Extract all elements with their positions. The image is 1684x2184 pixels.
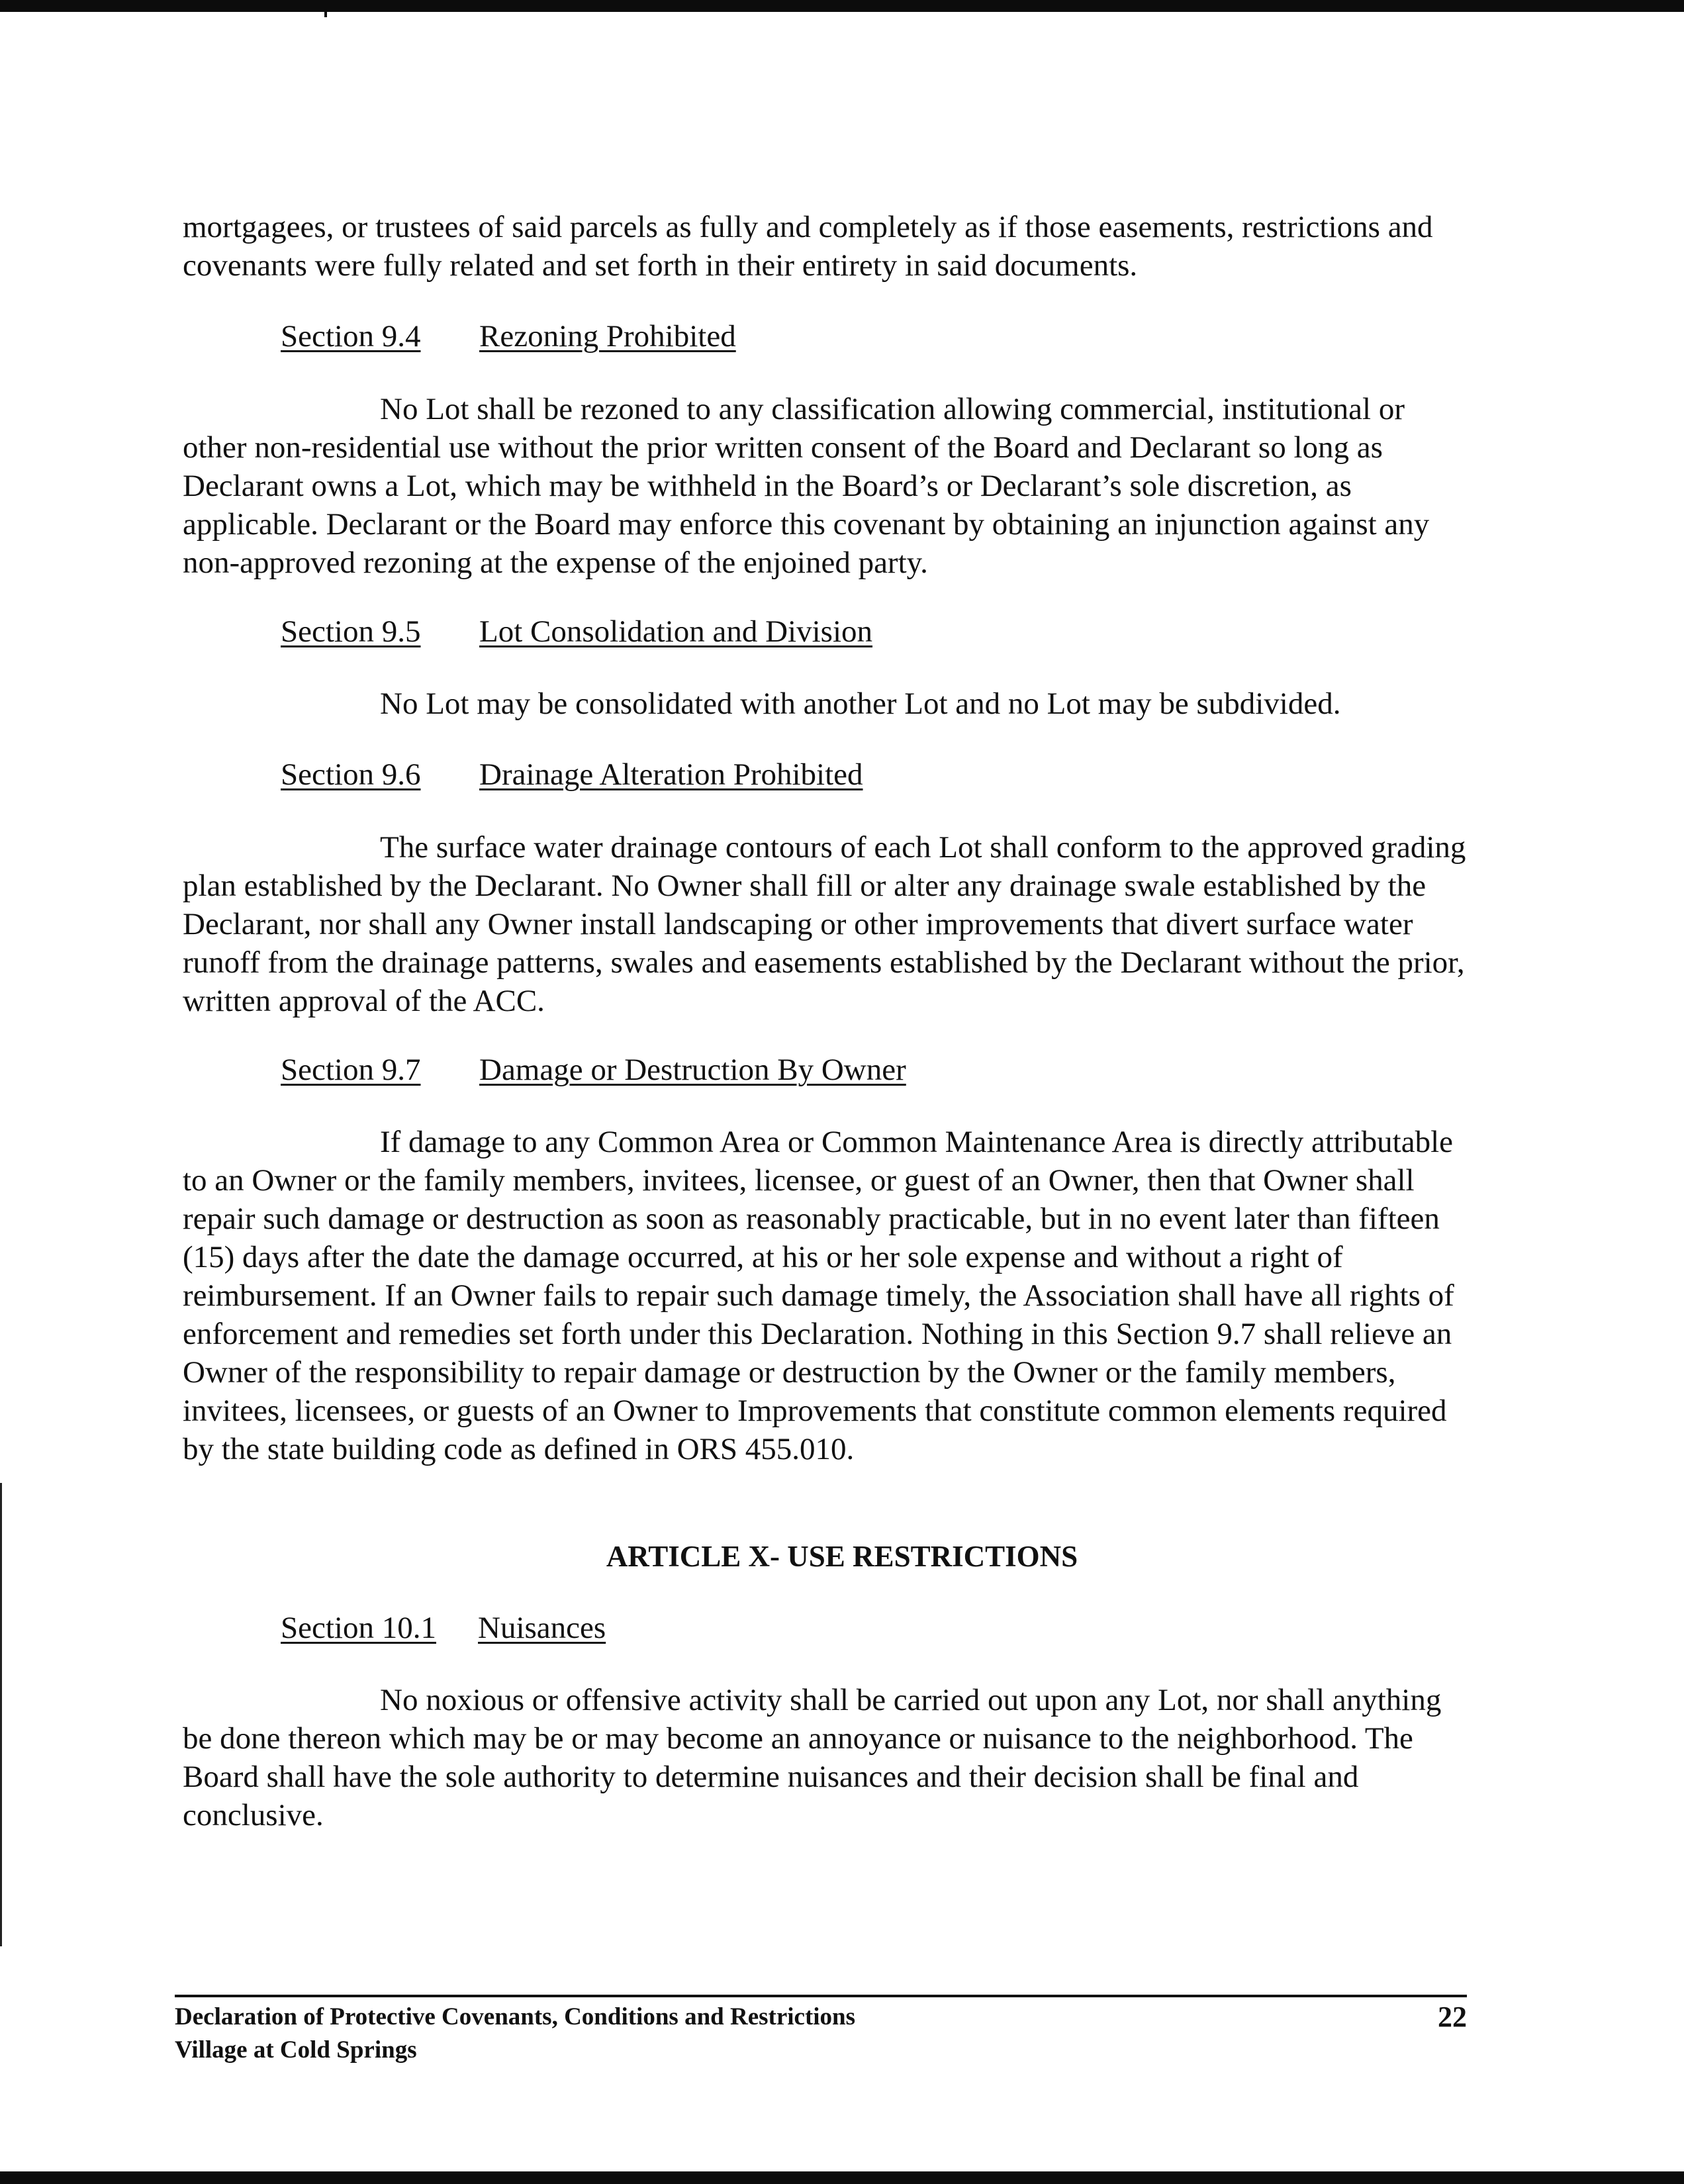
section-number: Section 9.5 [281,614,421,649]
footer-project-name: Village at Cold Springs [175,2036,417,2064]
section-number: Section 10.1 [281,1611,436,1645]
article-heading: ARTICLE X- USE RESTRICTIONS [606,1540,1078,1573]
section-title: Rezoning Prohibited [479,319,736,354]
section-title: Nuisances [478,1611,606,1645]
section-9-5-body [183,685,1474,723]
page-number: 22 [1438,2001,1467,2033]
scan-border-top [0,0,1684,12]
section-title: Drainage Alteration Prohibited [479,757,863,792]
section-9-4-heading [281,317,736,356]
section-9-6-body [183,828,1474,1020]
section-number: Section 9.4 [281,319,421,354]
intro-paragraph [183,208,1474,285]
footer-document-title: Declaration of Protective Covenants, Conditions and Restrictions [175,2003,856,2030]
scan-mark [324,0,327,17]
section-number: Section 9.7 [281,1053,421,1087]
section-9-7-heading [281,1051,906,1089]
section-title: Lot Consolidation and Division [479,614,873,649]
section-title: Damage or Destruction By Owner [479,1053,906,1087]
footer-rule [175,1995,1467,1997]
section-9-6-heading [281,755,863,794]
section-9-7-body [183,1123,1474,1468]
section-9-5-heading [281,612,873,651]
intro-text: mortgagees, or trustees of said parcels as fully and completely as if those easements, restrictions and covenants were fully related and set forth in their entirety in said documents. [183,210,1433,283]
section-text: No Lot may be consolidated with another Lot and no Lot may be subdivided. [380,687,1341,721]
section-text: The surface water drainage contours of each Lot shall conform to the approved grading plan established by the Declarant. No Owner shall fill or alter any drainage swale established by the Declarant, nor shall any Owner install landscaping or other improvements that divert surface water runoff from the drainage patterns, swales and easements established by the Declarant without the prior, written approval of the ACC. [183,830,1466,1018]
section-text: No Lot shall be rezoned to any classification allowing commercial, institutional or other non-residential use without the prior written consent of the Board and Declarant so long as Declarant owns a Lot, which may be withheld in the Board’s or Declarant’s sole discretion, as applicable. Declarant or the Board may enforce this covenant by obtaining an injunction against any non-approved rezoning at the expense of the enjoined party. [183,392,1430,580]
section-text: No noxious or offensive activity shall be carried out upon any Lot, nor shall anything be done thereon which may be or may become an annoyance or nuisance to the neighborhood. The Board shall have the sole authority to determine nuisances and their decision shall be final and conclusive. [183,1683,1442,1832]
section-10-1-body [183,1681,1474,1834]
page-footer [175,2001,1467,2067]
section-9-4-body [183,390,1474,582]
section-text: If damage to any Common Area or Common Maintenance Area is directly attributable to an Owner or the family members, invitees, licensee, or guest of an Owner, then that Owner shall repair such damage or destruction as soon as reasonably practicable, but in no event later than fifteen (15) days after the date the damage occurred, at his or her sole expense and without a right of reimbursement. If an Owner fails to repair such damage timely, the Association shall have all rights of enforcement and remedies set forth under this Declaration. Nothing in this Section 9.7 shall relieve an Owner of the responsibility to repair damage or destruction by the Owner or the family members, invitees, licensees, or guests of an Owner to Improvements that constitute common elements required by the state building code as defined in ORS 455.010. [183,1125,1454,1466]
scan-border-bottom [0,2171,1684,2184]
section-10-1-heading [281,1609,606,1647]
section-number: Section 9.6 [281,757,421,792]
